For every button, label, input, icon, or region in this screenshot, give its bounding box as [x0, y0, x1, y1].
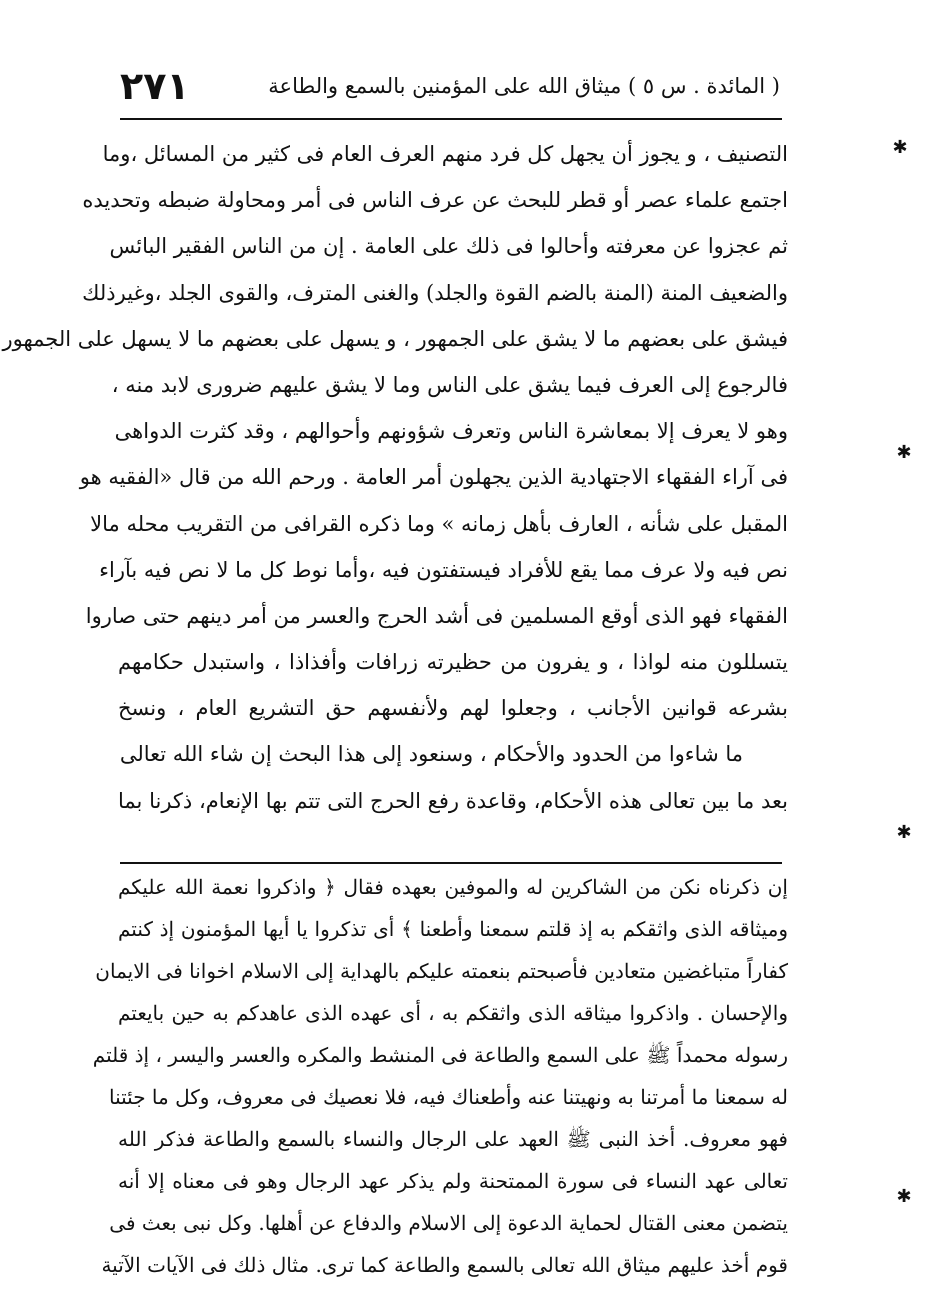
- body-line: فى آراء الفقهاء الاجتهادية الذين يجهلون أمر العامة . ورحم الله من قال «الفقيه هو: [79, 465, 788, 490]
- footnote-line: له سمعنا ما أمرتنا به ونهيتنا عنه وأطعناك فيه، فلا نعصيك فى معروف، وكل ما جئتنا: [109, 1085, 788, 1109]
- footnote-text: [92, 866, 788, 1286]
- body-line: بعد ما بين تعالى هذه الأحكام، وقاعدة رفع الحرج التى تتم بها الإنعام، ذكرنا بما: [118, 788, 788, 813]
- body-line: التصنيف ، و يجوز أن يجهل كل فرد منهم العرف العام فى كثير من المسائل ،وما: [102, 142, 788, 166]
- body-line: وهو لا يعرف إلا بمعاشرة الناس وتعرف شؤونهم وأحوالهم ، وقد كثرت الدواهى: [114, 419, 788, 444]
- footnote-line: يتضمن معنى القتال لحماية الدعوة إلى الاسلام والدفاع عن أهلها. وكل نبى بعث فى: [109, 1211, 788, 1235]
- body-line: نص فيه ولا عرف مما يقع للأفراد فيستفتون فيه ،وأما نوط كل ما لا نص فيه بآراء: [99, 557, 788, 582]
- footnote-rule: [120, 862, 782, 864]
- body-line: والضعيف المنة (المنة بالضم القوة والجلد) والغنى المترف، والقوى الجلد ،وغيرذلك: [82, 280, 788, 305]
- footnote-line: قوم أخذ عليهم ميثاق الله تعالى بالسمع والطاعة كما ترى. مثال ذلك فى الآيات الآتية: [101, 1253, 788, 1277]
- body-line: ثم عجزوا عن معرفته وأحالوا فى ذلك على العامة . إن من الناس الفقير البائس: [109, 234, 788, 259]
- page-number: ٢٧١: [120, 64, 190, 108]
- asterisk-flower-icon: ✱: [896, 822, 912, 843]
- asterisk-flower-icon: ✱: [896, 442, 912, 463]
- body-line: فيشق على بعضهم ما لا يشق على الجمهور ، و يسهل على بعضهم ما لا يسهل على الجمهور: [2, 326, 788, 351]
- body-line: اجتمع علماء عصر أو قطر للبحث عن عرف الناس فى أمر ومحاولة ضبطه وتحديده: [82, 188, 788, 213]
- page-header: [120, 62, 780, 118]
- body-line: يتسللون منه لواذا ، و يفرون من حظيرته زرافات وأفذاذا ، واستبدل حكامهم: [118, 650, 788, 675]
- asterisk-flower-icon: ✱: [892, 137, 908, 158]
- footnote-line: رسوله محمداً ﷺ على السمع والطاعة فى المنشط والمكره والعسر واليسر ، إذ قلتم: [92, 1043, 788, 1067]
- footnote-line: إن ذكرناه نكن من الشاكرين له والموفين بعهده فقال ﴿ واذكروا نعمة الله عليكم: [118, 875, 788, 899]
- body-line: بشرعه قوانين الأجانب ، وجعلوا لهم ولأنفسهم حق التشريع العام ، ونسخ: [118, 696, 788, 721]
- body-line: الفقهاء فهو الذى أوقع المسلمين فى أشد الحرج والعسر من أمر دينهم حتى صاروا: [85, 603, 788, 628]
- body-line: ما شاءوا من الحدود والأحكام ، وسنعود إلى هذا البحث إن شاء الله تعالى: [119, 742, 743, 767]
- footnote-line: والإحسان . واذكروا ميثاقه الذى واثقكم به ، أى عهده الذى عاهدكم به حين بايعتم: [118, 1001, 788, 1025]
- body-line: المقبل على شأنه ، العارف بأهل زمانه » وما ذكره القرافى من التقريب محله مالا: [90, 511, 788, 536]
- body-line: فالرجوع إلى العرف فيما يشق على الناس وما لا يشق عليهم ضرورى لابد منه ،: [111, 372, 788, 397]
- footnote-line: فهو معروف. أخذ النبى ﷺ العهد على الرجال والنساء بالسمع والطاعة فذكر الله: [118, 1127, 788, 1151]
- footnote-line: كفاراً متباغضين متعادين فأصبحتم بنعمته عليكم بالهداية إلى الاسلام اخوانا فى الايمان: [95, 959, 788, 983]
- asterisk-flower-icon: ✱: [896, 1186, 912, 1207]
- body-text: [2, 131, 788, 824]
- header-rule: [120, 118, 782, 120]
- footnote-line: تعالى عهد النساء فى سورة الممتحنة ولم يذكر عهد الرجال وهو فى معناه إلا أنه: [118, 1169, 788, 1193]
- footnote-line: وميثاقه الذى واثقكم به إذ قلتم سمعنا وأطعنا ﴾ أى تذكروا يا أيها المؤمنون إذ كنتم: [118, 917, 788, 941]
- running-title: ( المائدة . س ٥ ) ميثاق الله على المؤمنين بالسمع والطاعة: [268, 74, 780, 98]
